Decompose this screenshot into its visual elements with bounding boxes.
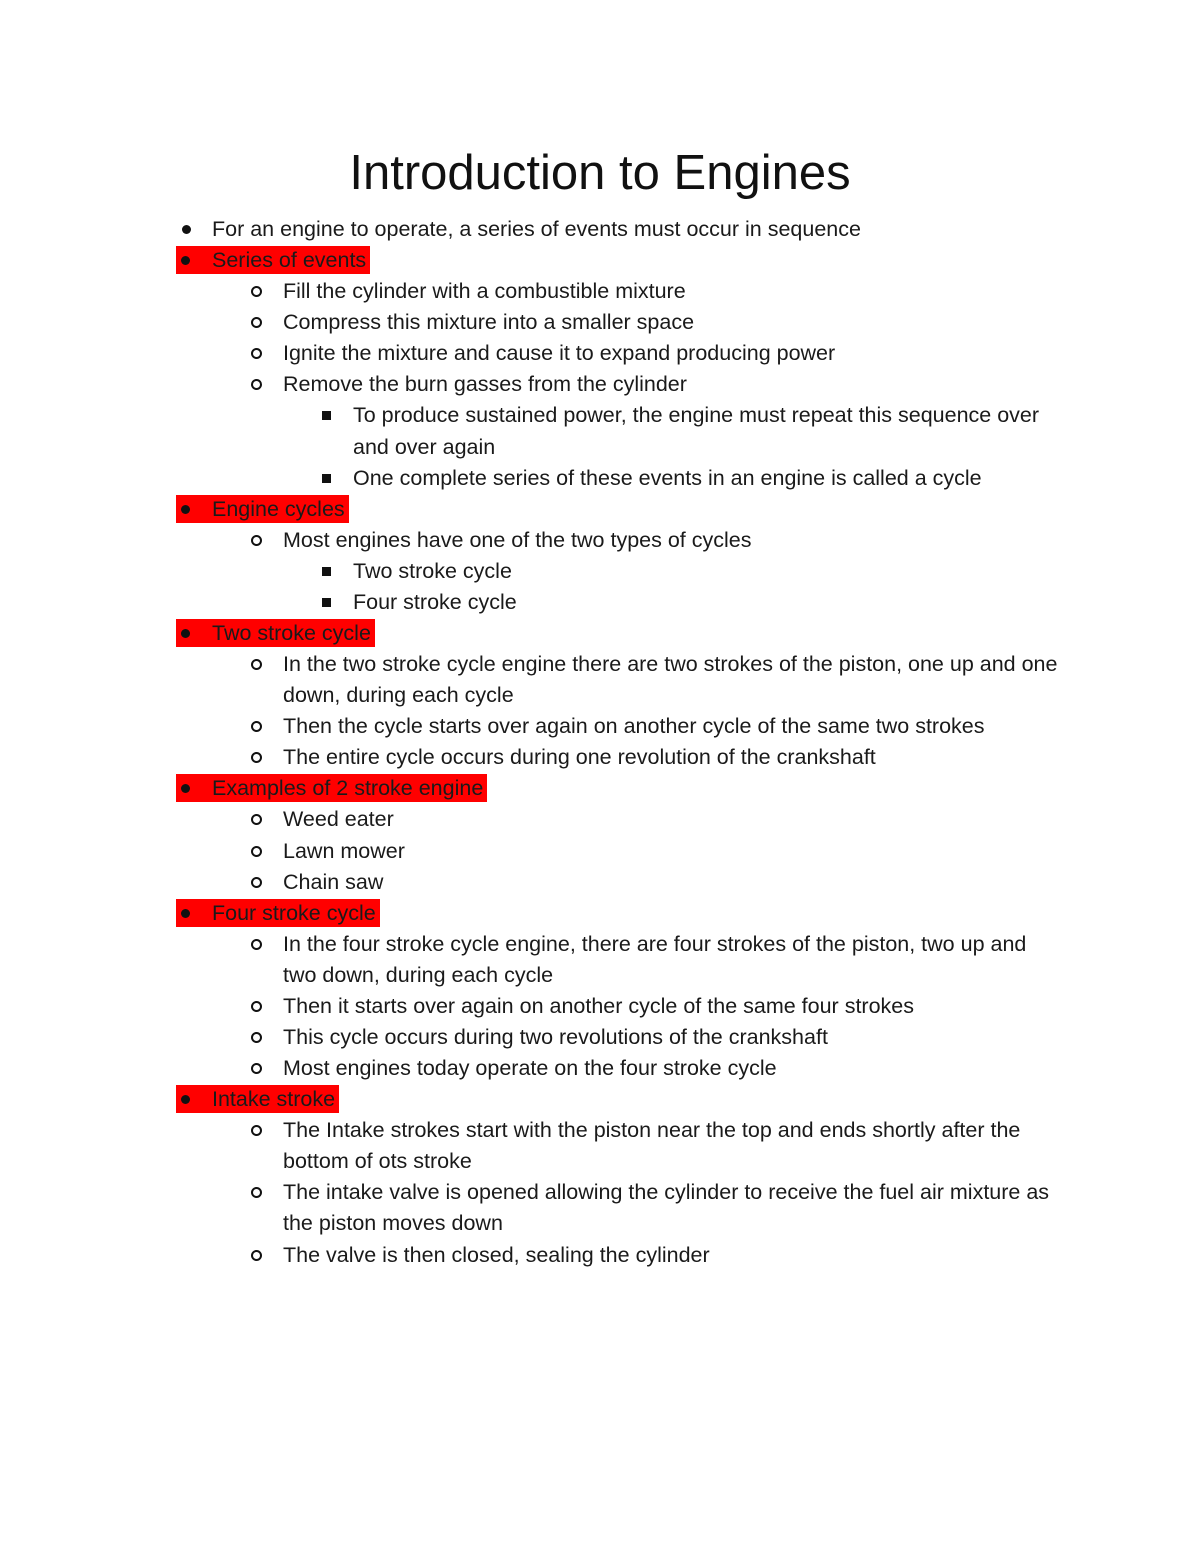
bullet-marker xyxy=(246,1240,266,1271)
section-heading-text: Series of events xyxy=(212,248,367,273)
list-item-text: In the two stroke cycle engine there are two strokes of the piston, one up and one down, during each cycle xyxy=(283,652,1058,708)
bullet-marker xyxy=(246,649,266,680)
list-item xyxy=(0,1022,1063,1053)
bullet-marker xyxy=(246,804,266,835)
hollow-circle-bullet-icon xyxy=(251,1001,262,1012)
hollow-circle-bullet-icon xyxy=(251,877,262,888)
section-heading-text: Examples of 2 stroke engine xyxy=(212,776,484,801)
hollow-circle-bullet-icon xyxy=(251,752,262,763)
sub-list-item xyxy=(0,587,1063,618)
bullet-marker xyxy=(246,929,266,960)
filled-circle-bullet-icon xyxy=(181,784,190,793)
heading-highlight xyxy=(176,1085,339,1113)
list-item-text: Most engines have one of the two types of cycles xyxy=(283,527,752,552)
bullet-marker xyxy=(246,742,266,773)
filled-circle-bullet-icon xyxy=(182,225,191,234)
hollow-circle-bullet-icon xyxy=(251,535,262,546)
bullet-marker xyxy=(246,1115,266,1146)
square-bullet-icon xyxy=(322,567,331,576)
bullet-marker xyxy=(246,991,266,1022)
bullet-marker xyxy=(316,400,336,431)
sub-list-item xyxy=(0,463,1063,494)
bullet-marker xyxy=(246,711,266,742)
section-heading xyxy=(0,494,1200,525)
hollow-circle-bullet-icon xyxy=(251,1250,262,1261)
list-item xyxy=(0,1240,1063,1271)
list-item xyxy=(0,742,1063,773)
bullet-marker xyxy=(246,867,266,898)
sub-list-item-text: Four stroke cycle xyxy=(353,589,517,614)
hollow-circle-bullet-icon xyxy=(251,1032,262,1043)
bullet-marker xyxy=(246,1177,266,1208)
list-item-text: Ignite the mixture and cause it to expand producing power xyxy=(283,341,836,366)
section-heading-text: Two stroke cycle xyxy=(212,621,371,646)
filled-circle-bullet-icon xyxy=(181,629,190,638)
section-heading xyxy=(0,1084,1200,1115)
list-item xyxy=(0,1053,1063,1084)
heading-highlight xyxy=(176,495,349,523)
bullet-marker xyxy=(316,556,336,587)
square-bullet-icon xyxy=(322,411,331,420)
hollow-circle-bullet-icon xyxy=(251,286,262,297)
list-item-text: The valve is then closed, sealing the cylinder xyxy=(283,1242,710,1267)
section-heading xyxy=(0,773,1200,804)
bullet-marker xyxy=(246,1022,266,1053)
bullet-marker xyxy=(246,276,266,307)
list-item xyxy=(0,649,1063,711)
filled-circle-bullet-icon xyxy=(181,1095,190,1104)
hollow-circle-bullet-icon xyxy=(251,659,262,670)
heading-highlight xyxy=(176,899,380,927)
list-item-text: The intake valve is opened allowing the cylinder to receive the fuel air mixture as the piston moves down xyxy=(283,1180,1050,1236)
list-item-text: Then the cycle starts over again on another cycle of the same two strokes xyxy=(283,714,985,739)
square-bullet-icon xyxy=(322,474,331,483)
filled-circle-bullet-icon xyxy=(181,505,190,514)
square-bullet-icon xyxy=(322,598,331,607)
bullet-marker xyxy=(246,1053,266,1084)
hollow-circle-bullet-icon xyxy=(251,846,262,857)
list-item xyxy=(0,276,1063,307)
section-heading-text: Four stroke cycle xyxy=(212,900,376,925)
list-item-text: The entire cycle occurs during one revolution of the crankshaft xyxy=(283,745,876,770)
hollow-circle-bullet-icon xyxy=(251,721,262,732)
intro-list-item-text: For an engine to operate, a series of events must occur in sequence xyxy=(212,217,861,241)
section-heading xyxy=(0,898,1200,929)
list-item-text: Compress this mixture into a smaller space xyxy=(283,310,695,335)
list-item-text: Lawn mower xyxy=(283,838,405,863)
hollow-circle-bullet-icon xyxy=(251,1125,262,1136)
filled-circle-bullet-icon xyxy=(181,909,190,918)
list-item-text: Fill the cylinder with a combustible mixture xyxy=(283,279,686,304)
list-item xyxy=(0,307,1063,338)
heading-highlight xyxy=(176,246,370,274)
list-item xyxy=(0,1177,1063,1239)
hollow-circle-bullet-icon xyxy=(251,348,262,359)
sub-list-item-text: Two stroke cycle xyxy=(353,558,512,583)
list-item-text: Then it starts over again on another cycle of the same four strokes xyxy=(283,993,914,1018)
sub-list-item-text: To produce sustained power, the engine must repeat this sequence over and over again xyxy=(353,403,1040,459)
bullet-marker xyxy=(316,587,336,618)
bullet-marker xyxy=(176,214,196,245)
list-item xyxy=(0,867,1063,898)
list-item-text: Weed eater xyxy=(283,807,394,832)
bullet-marker xyxy=(246,525,266,556)
section-heading xyxy=(0,245,1200,276)
list-item xyxy=(0,991,1063,1022)
intro-list-item xyxy=(0,214,1200,245)
list-item-text: Remove the burn gasses from the cylinder xyxy=(283,372,687,397)
section-heading-text: Engine cycles xyxy=(212,496,345,521)
bullet-marker xyxy=(246,369,266,400)
list-item-text: In the four stroke cycle engine, there are four strokes of the piston, two up and two down, during each cycle xyxy=(283,931,1027,987)
bullet-outline xyxy=(0,214,1200,1271)
hollow-circle-bullet-icon xyxy=(251,317,262,328)
list-item xyxy=(0,369,1063,400)
section-heading-text: Intake stroke xyxy=(212,1087,336,1112)
bullet-marker xyxy=(246,307,266,338)
list-item xyxy=(0,1115,1063,1177)
sub-list-item-text: One complete series of these events in an engine is called a cycle xyxy=(353,465,982,490)
hollow-circle-bullet-icon xyxy=(251,939,262,950)
list-item xyxy=(0,711,1063,742)
page-title: Introduction to Engines xyxy=(349,146,851,200)
list-item xyxy=(0,338,1063,369)
hollow-circle-bullet-icon xyxy=(251,1187,262,1198)
section-heading xyxy=(0,618,1200,649)
bullet-marker xyxy=(246,338,266,369)
sub-list-item xyxy=(0,400,1063,462)
filled-circle-bullet-icon xyxy=(181,256,190,265)
sub-list-item xyxy=(0,556,1063,587)
list-item-text: Chain saw xyxy=(283,869,384,894)
bullet-marker xyxy=(246,836,266,867)
list-item xyxy=(0,804,1063,835)
list-item xyxy=(0,836,1063,867)
heading-highlight xyxy=(176,774,487,802)
bullet-marker xyxy=(316,463,336,494)
list-item xyxy=(0,929,1063,991)
hollow-circle-bullet-icon xyxy=(251,814,262,825)
hollow-circle-bullet-icon xyxy=(251,1063,262,1074)
list-item-text: Most engines today operate on the four stroke cycle xyxy=(283,1056,777,1081)
heading-highlight xyxy=(176,619,375,647)
hollow-circle-bullet-icon xyxy=(251,379,262,390)
list-item-text: This cycle occurs during two revolutions of the crankshaft xyxy=(283,1024,828,1049)
list-item-text: The Intake strokes start with the piston near the top and ends shortly after the bottom of ots stroke xyxy=(283,1118,1021,1174)
list-item xyxy=(0,525,1063,556)
